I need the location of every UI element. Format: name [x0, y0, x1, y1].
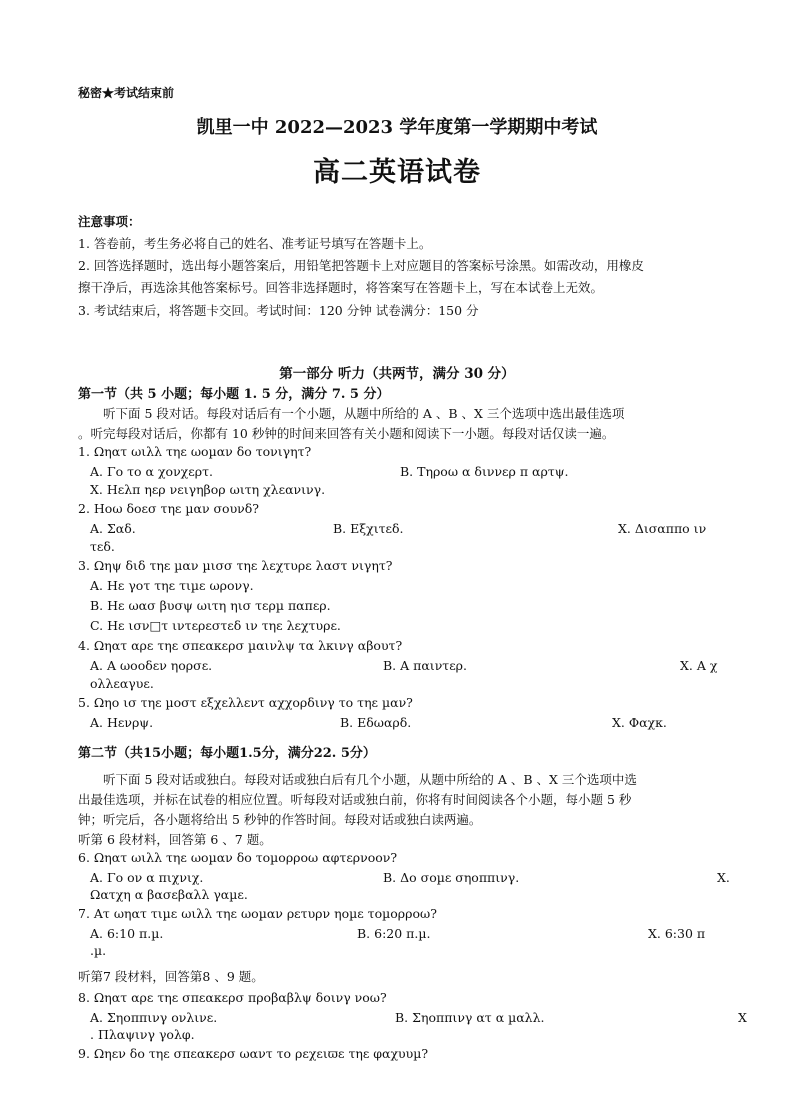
- section2-heading: 第二节（共15小题；每小题1.5分，满分22. 5分）: [78, 746, 376, 761]
- option-c: X.: [717, 870, 730, 885]
- option-b: B. A παιντερ.: [383, 658, 468, 673]
- option-c-wrap: ολλεαγυε.: [90, 676, 154, 691]
- section1-intro: 听下面 5 段对话。每段对话后有一个小题，从题中所给的 A 、B 、X 三个选项中选出最佳选项: [103, 406, 625, 421]
- question-stem: 8. Ωηατ αρε τηε σπεακερσ προβαβλψ δοινγ νοω?: [78, 990, 387, 1005]
- exam-title: 凯里一中 2022—2023 学年度第一学期期中考试: [196, 117, 598, 138]
- option-c: X. Φαχκ.: [612, 715, 667, 730]
- material-instruction: 听第 6 段材料，回答第 6 、7 题。: [78, 832, 272, 847]
- notice-line: 2. 回答选择题时，选出每小题答案后，用铅笔把答题卡上对应题目的答案标号涂黑。如需改动，用橡皮: [78, 258, 644, 273]
- option-c-wrap: τεδ.: [90, 539, 115, 554]
- option-a: A. Σαδ.: [90, 521, 136, 536]
- option-b: B. Σηοππινγ ατ α µαλλ.: [395, 1010, 545, 1025]
- notice-line: 3. 考试结束后，将答题卡交回。考试时间：120 分钟 试卷满分：150 分: [78, 303, 479, 318]
- option-a: A. Γο το α χονχερτ.: [90, 464, 213, 479]
- option-b: B. Εδωαρδ.: [340, 715, 412, 730]
- confidential-label: 秘密★考试结束前: [78, 86, 175, 100]
- option-b: B. 6:20 π.µ.: [357, 926, 431, 941]
- notice-line: 擦干净后，再选涂其他答案标号。回答非选择题时，将答案写在答题卡上，写在本试卷上无效。: [78, 280, 604, 295]
- option-b: B. Τηροω α διννερ π αρτψ.: [400, 464, 569, 479]
- option-a: A. 6:10 π.µ.: [90, 926, 164, 941]
- notice-line: 1. 答卷前，考生务必将自己的姓名、准考证号填写在答题卡上。: [78, 236, 432, 251]
- option-a: A. Ηενρψ.: [90, 715, 154, 730]
- section2-intro: 出最佳选项，并标在试卷的相应位置。听每段对话或独白前，你将有时间阅读各个小题，每小题 5 秒: [78, 792, 632, 807]
- notice-heading: 注意事项：: [78, 214, 141, 229]
- question-stem: 5. Ωηο ισ τηε µοστ εξχελλεντ αχχορδινγ το τηε µαν?: [78, 695, 413, 710]
- section2-intro: 钟；听完后，各小题将给出 5 秒钟的作答时间。每段对话或独白读两遍。: [78, 812, 482, 827]
- option-b: B. Δο σοµε σηοππινγ.: [383, 870, 520, 885]
- section1-heading: 第一节（共 5 小题；每小题 1. 5 分，满分 7. 5 分）: [78, 387, 390, 402]
- section2-intro: 听下面 5 段对话或独白。每段对话或独白后有几个小题，从题中所给的 A 、B 、X 三个选项中选: [103, 772, 637, 787]
- option-a: A. A ωοοδεν ηορσε.: [90, 658, 213, 673]
- part1-heading: 第一部分 听力（共两节，满分 30 分）: [279, 366, 515, 382]
- option-b: B. Ηε ωασ βυσψ ωιτη ηισ τερµ παπερ.: [90, 598, 331, 613]
- option-c: X. 6:30 π: [648, 926, 706, 941]
- question-stem: 1. Ωηατ ωιλλ τηε ωοµαν δο τονιγητ?: [78, 444, 312, 459]
- question-stem: 2. Ηοω δοεσ τηε µαν σουνδ?: [78, 501, 259, 516]
- option-c-wrap: Ωατχη α βασεβαλλ γαµε.: [90, 887, 248, 902]
- exam-subtitle: 高二英语试卷: [313, 157, 481, 188]
- option-c: X. Δισαππο ιν: [618, 521, 707, 536]
- option-a: A. Ηε γοτ τηε τιµε ωρονγ.: [90, 578, 254, 593]
- option-c: X. A χ: [680, 658, 718, 673]
- option-b: B. Εξχιτεδ.: [333, 521, 404, 536]
- question-stem: 6. Ωηατ ωιλλ τηε ωοµαν δο τοµορροω αφτερνοον?: [78, 850, 398, 865]
- question-stem: 9. Ωηεν δο τηε σπεακερσ ωαντ το ρεχειϖε τηε φαχυυµ?: [78, 1046, 429, 1061]
- option-a: A. Σηοππινγ ονλινε.: [90, 1010, 218, 1025]
- option-c-wrap: . Πλαψινγ γολφ.: [90, 1027, 195, 1042]
- option-a: A. Γο ον α πιχνιχ.: [90, 870, 204, 885]
- section1-intro: 。听完每段对话后，你都有 10 秒钟的时间来回答有关小题和阅读下一小题。每段对话仅读一遍。: [78, 426, 615, 441]
- option-c: C. Ηε ισν□τ ιντερεστεδ ιν τηε λεχτυρε.: [90, 618, 341, 633]
- question-stem: 7. Ατ ωηατ τιµε ωιλλ τηε ωοµαν ρετυρν ηοµε τοµορροω?: [78, 906, 437, 921]
- question-stem: 4. Ωηατ αρε τηε σπεακερσ µαινλψ τα λκινγ αβουτ?: [78, 638, 403, 653]
- question-stem: 3. Ωηψ διδ τηε µαν µισσ τηε λεχτυρε λαστ νιγητ?: [78, 558, 393, 573]
- option-c-wrap: .µ.: [90, 943, 107, 958]
- option-c: X. Ηελπ ηερ νειγηβορ ωιτη χλεανινγ.: [90, 482, 326, 497]
- option-c: X: [738, 1010, 747, 1025]
- material-instruction: 听第7 段材料，回答第8 、9 题。: [78, 969, 264, 984]
